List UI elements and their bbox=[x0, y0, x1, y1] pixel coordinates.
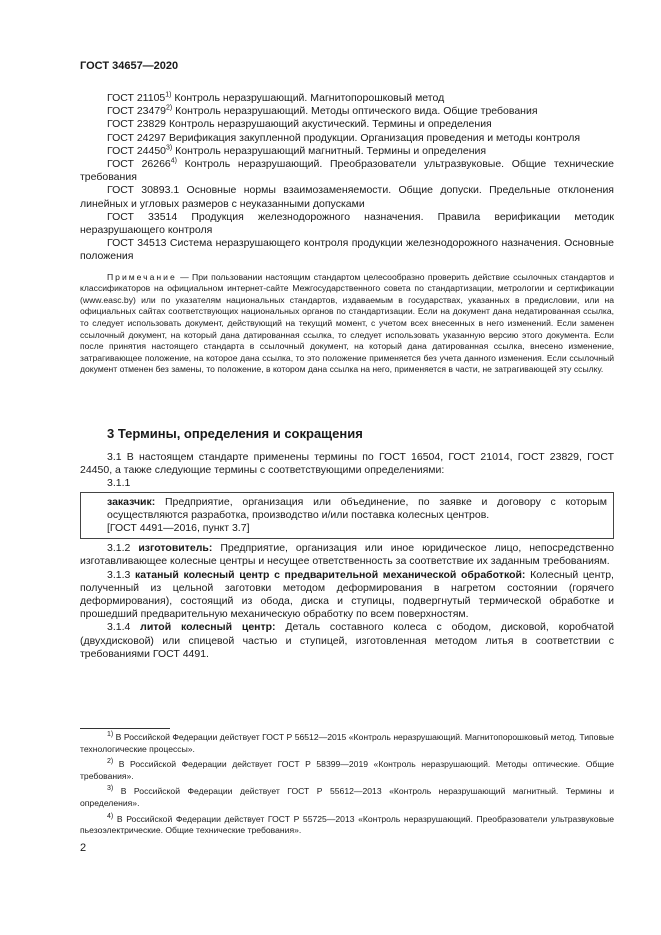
section-heading: 3 Термины, определения и сокращения bbox=[107, 426, 363, 441]
term-customer: заказчик: bbox=[107, 495, 156, 508]
ref-item: ГОСТ 24450$^{3)}$ Контроль неразрушающий магнитный. Термины и определения bbox=[107, 144, 487, 157]
document-header: ГОСТ 34657—2020 bbox=[80, 60, 179, 72]
ref-item: ГОСТ 24297 Верификация закупленной продукции. Организация проведения и методы контроля bbox=[107, 131, 581, 144]
footnote: $^{1)}$ В Российской Федерации действует ГОСТ Р 56512—2015 «Контроль неразрушающий. Магнитопорошковый метод. Типовые технологические процессы». bbox=[80, 731, 614, 754]
term-3-1-4: 3.1.4 литой колесный центр: Деталь составного колеса с ободом, дисковой, коробчатой (двухдисковой) или спицевой частью и ступицей, изготовленная методом литья в соответствии с требованиями ГОСТ 4491. bbox=[80, 621, 614, 660]
term-3-1-2: 3.1.2 изготовитель: Предприятие, организация или иное юридическое лицо, непосредственно изготавливающее колесные центры и несущее ответственность за соответствие их заданным требованиям. bbox=[80, 542, 614, 568]
footnote: $^{2)}$ В Российской Федерации действует ГОСТ Р 58399—2019 «Контроль неразрушающий. Методы оптические. Общие требования». bbox=[80, 758, 614, 781]
ref-item: ГОСТ 21105$^{1)}$ Контроль неразрушающий. Магнитопорошковый метод bbox=[107, 91, 445, 104]
footnote-divider bbox=[80, 728, 170, 729]
ref-item: ГОСТ 26266$^{4)}$ Контроль неразрушающий. Преобразователи ультразвуковые. Общие технические требования bbox=[80, 157, 614, 184]
note-text: — При пользовании настоящим стандартом целесообразно проверить действие ссылочных стандартов и классификаторов на официальном интернет-сайте Межгосударственного совета по стандартизации, метрологии и сертификации (www.easc.by) или по указателям национальных стандартов, издаваемым в государствах, указанных в предисловии, или на официальных сайтах соответствующих национальных органов по стандартизации. Если на документ дана недатированная ссылка, то следует использовать документ, действующий на текущий момент, с учетом всех внесенных в него изменений. Если заменен ссылочный документ, на который дана датированная ссылка, то следует использовать указанную версию этого документа. Если после принятия настоящего стандарта в ссылочный документ, на который дана датированная ссылка, внесено изменение, затрагивающее положение, на которое дана ссылка, то это положение применяется без учета данного изменения. Если ссылочный документ отменен без замены, то положение, в котором дана ссылка на него, применяется в части, не затрагивающей эту ссылку. bbox=[80, 271, 614, 375]
footnote: $^{3)}$ В Российской Федерации действует ГОСТ Р 55612—2013 «Контроль неразрушающий магнитный. Термины и определения». bbox=[80, 785, 614, 808]
normative-references bbox=[80, 92, 614, 376]
footnotes bbox=[80, 732, 614, 841]
term-customer-definition: Предприятие, организация или объединение, по заявке и договору с которым осуществляются разработка, производство и/или поставка колесных центров. bbox=[107, 495, 607, 521]
section-3-body bbox=[80, 451, 614, 661]
paragraph-3-1: 3.1 В настоящем стандарте применены термины по ГОСТ 16504, ГОСТ 21014, ГОСТ 23829, ГОСТ 24450, а также следующие термины с соответствующими определениями: bbox=[80, 451, 614, 477]
term-3-1-3: 3.1.3 катаный колесный центр с предварительной механической обработкой: Колесный центр, полученный из цельной заготовки методом деформирования в нагретом состоянии (горячего деформирования), состоящий из обода, диска и ступицы, подвергнутый термической обработке и прошедший предварительную механическую обработку по всем поверхностям. bbox=[80, 568, 614, 621]
ref-item: ГОСТ 34513 Система неразрушающего контроля продукции железнодорожного назначения. Основные положения bbox=[80, 237, 614, 263]
ref-item: ГОСТ 23829 Контроль неразрушающий акустический. Термины и определения bbox=[107, 118, 492, 131]
term-box-3-1-1 bbox=[80, 492, 614, 540]
page-number: 2 bbox=[80, 842, 87, 854]
term-source: [ГОСТ 4491—2016, пункт 3.7] bbox=[107, 522, 250, 535]
ref-item: ГОСТ 33514 Продукция железнодорожного назначения. Правила верификации методик неразрушающего контроля bbox=[80, 210, 614, 237]
ref-item: ГОСТ 30893.1 Основные нормы взаимозаменяемости. Общие допуски. Предельные отклонения линейных и угловых размеров с неуказанными допусками bbox=[80, 184, 614, 210]
ref-item: ГОСТ 23479$^{2)}$ Контроль неразрушающий. Методы оптического вида. Общие требования bbox=[107, 104, 538, 118]
footnote: $^{4)}$ В Российской Федерации действует ГОСТ Р 55725—2013 «Контроль неразрушающий. Преобразователи ультразвуковые пьезоэлектрические. Общие технические требования». bbox=[80, 812, 614, 836]
term-number-3-1-1: 3.1.1 bbox=[107, 477, 131, 490]
note-paragraph bbox=[80, 272, 614, 376]
note-label: Примечание bbox=[107, 271, 177, 282]
